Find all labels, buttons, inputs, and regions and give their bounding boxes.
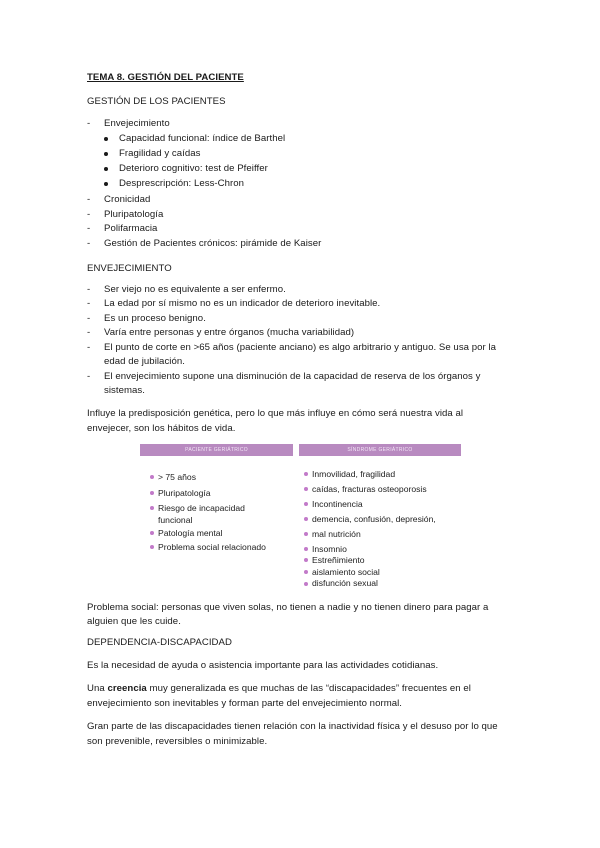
sub-list-item: Fragilidad y caídas — [119, 148, 201, 159]
list-item: La edad por sí mismo no es un indicador de deterioro inevitable. — [104, 298, 381, 309]
sub-list-item: Capacidad funcional: índice de Barthel — [119, 133, 286, 144]
geriatric-table-figure — [140, 444, 461, 586]
sindrome-item: aislamiento social — [312, 567, 380, 577]
dash-bullet: - — [87, 194, 91, 205]
bullet-dot — [150, 491, 154, 495]
bullet-dot — [150, 506, 154, 510]
bold-term-creencia: creencia — [107, 683, 147, 694]
bullet-dot — [150, 531, 154, 535]
list-item: Es un proceso benigno. — [104, 313, 206, 324]
bullet-dot — [104, 167, 108, 171]
dash-bullet: - — [87, 342, 91, 353]
sindrome-item: caídas, fracturas osteoporosis — [312, 484, 427, 494]
paragraph-line: Es la necesidad de ayuda o asistencia importante para las actividades cotidianas. — [87, 660, 439, 671]
sindrome-item: Inmovilidad, fragilidad — [312, 469, 396, 479]
bullet-dot — [104, 152, 108, 156]
bullet-dot — [304, 517, 308, 521]
bullet-dot — [304, 532, 308, 536]
paciente-item: > 75 años — [158, 472, 196, 482]
list-item: Pluripatología — [104, 209, 164, 220]
header-sindrome-geriatrico: SÍNDROME GERIÁTRICO — [299, 444, 461, 456]
dash-bullet: - — [87, 371, 91, 382]
sub-list-item: Desprescripción: Less-Chron — [119, 178, 245, 189]
bullet-dot — [104, 182, 108, 186]
page-title: TEMA 8. GESTIÓN DEL PACIENTE — [87, 72, 244, 83]
bullet-dot — [304, 582, 308, 586]
section-heading-envejecimiento: ENVEJECIMIENTO — [87, 263, 172, 274]
paciente-item: Pluripatología — [158, 488, 211, 498]
sindrome-item: Incontinencia — [312, 499, 363, 509]
list-item: Varía entre personas y entre órganos (mucha variabilidad) — [104, 327, 355, 338]
dash-bullet: - — [87, 118, 91, 129]
list-item: Ser viejo no es equivalente a ser enfermo. — [104, 284, 286, 295]
list-item-continuation: edad de jubilación. — [104, 356, 185, 367]
bullet-dot — [304, 472, 308, 476]
list-item: El envejecimiento supone una disminución de la capacidad de reserva de los órganos y — [104, 371, 481, 382]
section-heading-dependencia: DEPENDENCIA-DISCAPACIDAD — [87, 637, 232, 648]
paragraph-line: Gran parte de las discapacidades tienen relación con la inactividad física y el desuso por lo que — [87, 721, 498, 732]
paragraph-line: Problema social: personas que viven solas, no tienen a nadie y no tienen dinero para pagar a — [87, 602, 489, 613]
bullet-dot — [150, 475, 154, 479]
bullet-dot — [304, 487, 308, 491]
dash-bullet: - — [87, 238, 91, 249]
bullet-dot — [104, 137, 108, 141]
sindrome-item: disfunción sexual — [312, 578, 378, 588]
bullet-dot — [304, 547, 308, 551]
bullet-dot — [304, 570, 308, 574]
paragraph-line: envejecimiento son inevitables y forman parte del envejecimiento normal. — [87, 698, 403, 709]
paragraph-line: envejecer, son los hábitos de vida. — [87, 423, 236, 434]
paciente-item: Problema social relacionado — [158, 542, 266, 552]
bullet-dot — [150, 545, 154, 549]
sindrome-item: demencia, confusión, depresión, — [312, 514, 436, 524]
dash-bullet: - — [87, 298, 91, 309]
text-span: Una — [87, 683, 108, 694]
list-item: Envejecimiento — [104, 118, 170, 129]
section-heading-gestion: GESTIÓN DE LOS PACIENTES — [87, 96, 226, 107]
sindrome-item: Insomnio — [312, 544, 347, 554]
dash-bullet: - — [87, 313, 91, 324]
paragraph-line: alguien que les cuide. — [87, 616, 181, 627]
paragraph-line — [87, 682, 471, 695]
dash-bullet: - — [87, 327, 91, 338]
list-item: Gestión de Pacientes crónicos: pirámide de Kaiser — [104, 238, 322, 249]
sindrome-item: Estreñimiento — [312, 555, 365, 565]
list-item: El punto de corte en >65 años (paciente anciano) es algo arbitrario y antiguo. Se usa por la — [104, 342, 497, 353]
list-item: Polifarmacia — [104, 223, 158, 234]
dash-bullet: - — [87, 223, 91, 234]
paragraph-line: Influye la predisposición genética, pero lo que más influye en cómo será nuestra vida al — [87, 408, 464, 419]
list-item-continuation: sistemas. — [104, 385, 145, 396]
sindrome-item: mal nutrición — [312, 529, 361, 539]
paciente-item-continuation: funcional — [158, 515, 193, 525]
paragraph-line: son prevenible, reversibles o minimizable. — [87, 736, 268, 747]
list-item: Cronicidad — [104, 194, 151, 205]
dash-bullet: - — [87, 284, 91, 295]
bullet-dot — [304, 502, 308, 506]
text-span: muy generalizada es que muchas de las “discapacidades” frecuentes en el — [146, 683, 471, 694]
paciente-item: Riesgo de incapacidad — [158, 503, 245, 513]
paciente-item: Patología mental — [158, 528, 223, 538]
dash-bullet: - — [87, 209, 91, 220]
sub-list-item: Deterioro cognitivo: test de Pfeiffer — [119, 163, 268, 174]
header-paciente-geriatrico: PACIENTE GERIÁTRICO — [140, 444, 293, 456]
bullet-dot — [304, 558, 308, 562]
